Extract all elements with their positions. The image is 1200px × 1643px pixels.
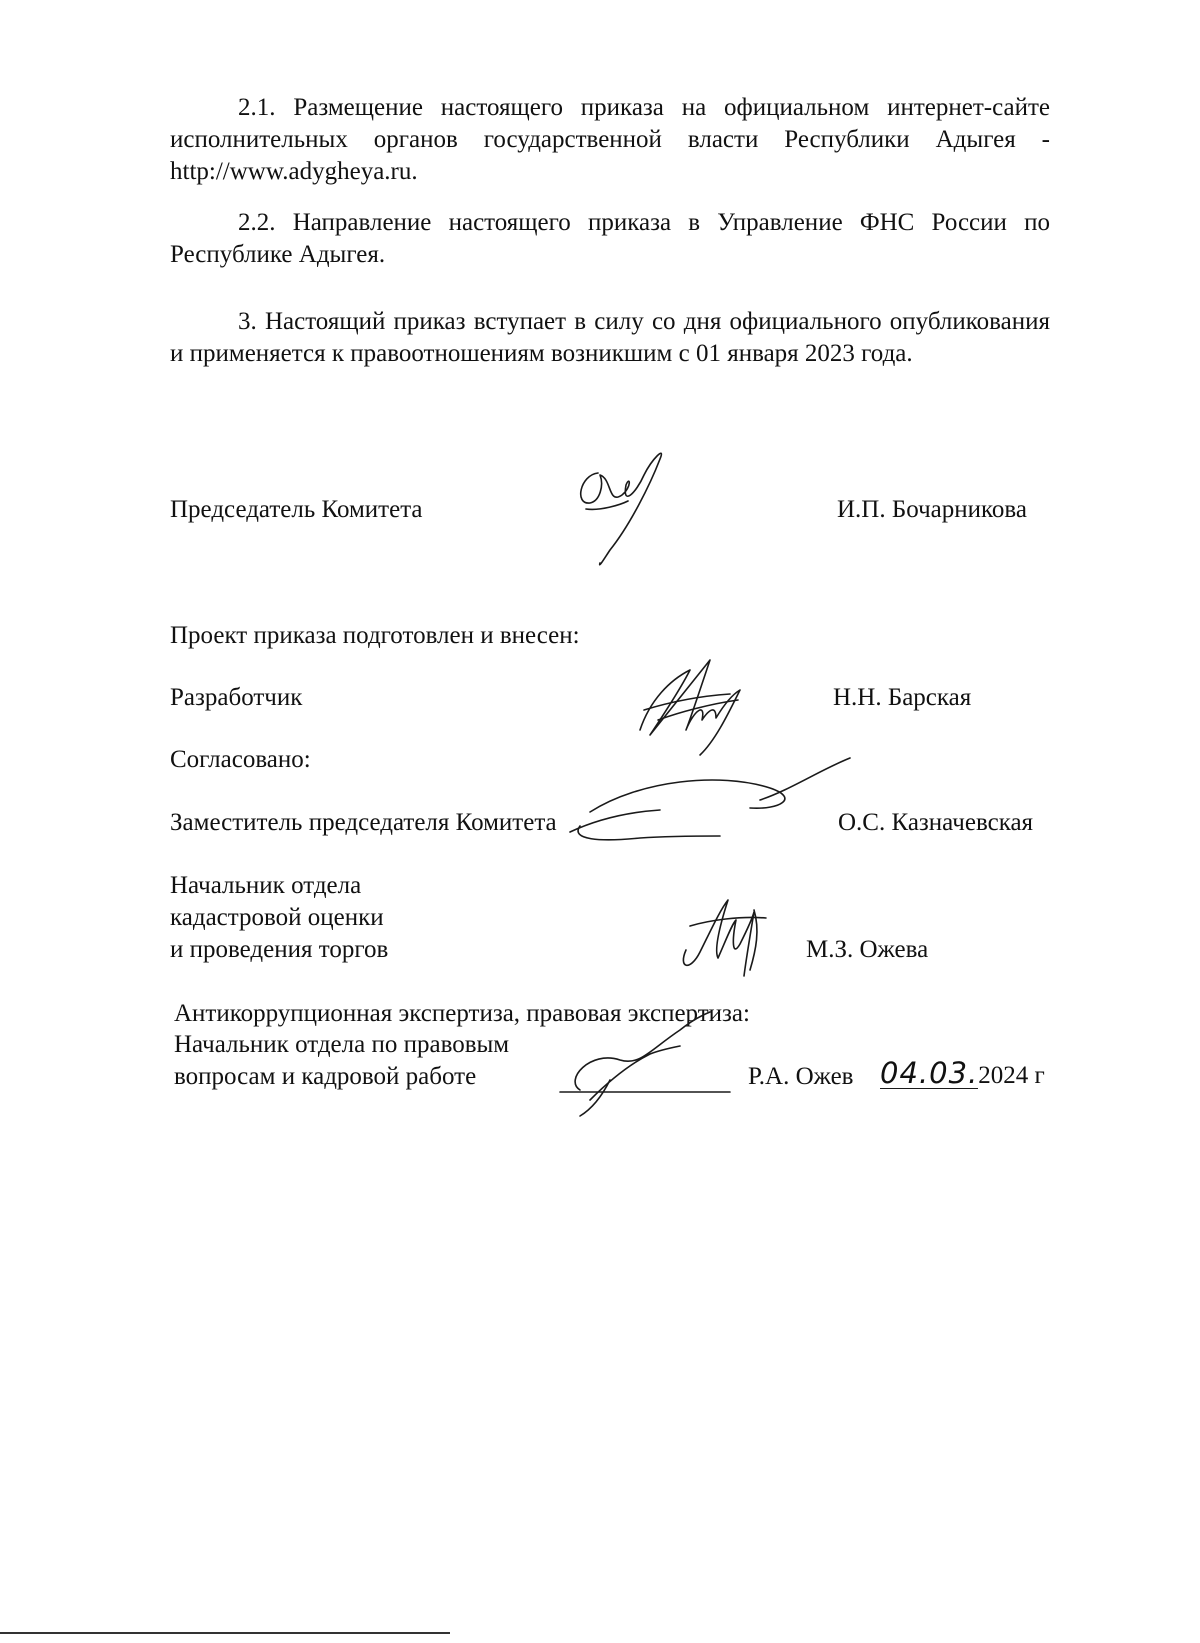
expertise-title-line2: вопросам и кадровой работе [174,1063,477,1090]
expertise-header: Антикоррупционная экспертиза, правовая экспертиза: [174,1000,750,1027]
deputy-name: О.С. Казначевская [838,809,1034,836]
head-title-line1: Начальник отдела [170,872,362,899]
paragraph-3: 3. Настоящий приказ вступает в силу со дня официального опубликования и применяется к правоотношениям возникшим с 01 января 2023 года. [170,308,1050,367]
head-title-line3: и проведения торгов [170,936,389,963]
deputy-signature [560,750,860,850]
expertise-name: Р.А. Ожев [748,1063,854,1090]
developer-name: Н.Н. Барская [833,684,972,711]
chairman-signature [570,445,680,570]
project-header: Проект приказа подготовлен и внесен: [170,622,580,649]
chairman-name: И.П. Бочарникова [837,496,1027,523]
chairman-title: Председатель Комитета [170,496,423,523]
paragraph-2-1: 2.1. Размещение настоящего приказа на официальном интернет-сайте исполнительных органов государственной власти Республики Адыгея - http://www.adygheya.ru. [170,94,1050,185]
developer-signature [630,650,780,760]
head-title-line2: кадастровой оценки [170,904,384,931]
expertise-title-line1: Начальник отдела по правовым [174,1031,510,1058]
paragraph-2-2: 2.2. Направление настоящего приказа в Управление ФНС России по Республике Адыгея. [170,209,1050,268]
expertise-year: 2024 г [978,1062,1045,1089]
expertise-date [880,1058,1045,1091]
deputy-title: Заместитель председателя Комитета [170,809,557,836]
approval-header: Согласовано: [170,746,311,773]
expertise-signature [560,1010,740,1120]
head-signature [670,880,790,990]
head-name: М.З. Ожева [806,936,929,963]
handwritten-date: 04.03. [880,1056,979,1090]
bottom-scan-line [0,1632,450,1634]
developer-label: Разработчик [170,684,303,711]
